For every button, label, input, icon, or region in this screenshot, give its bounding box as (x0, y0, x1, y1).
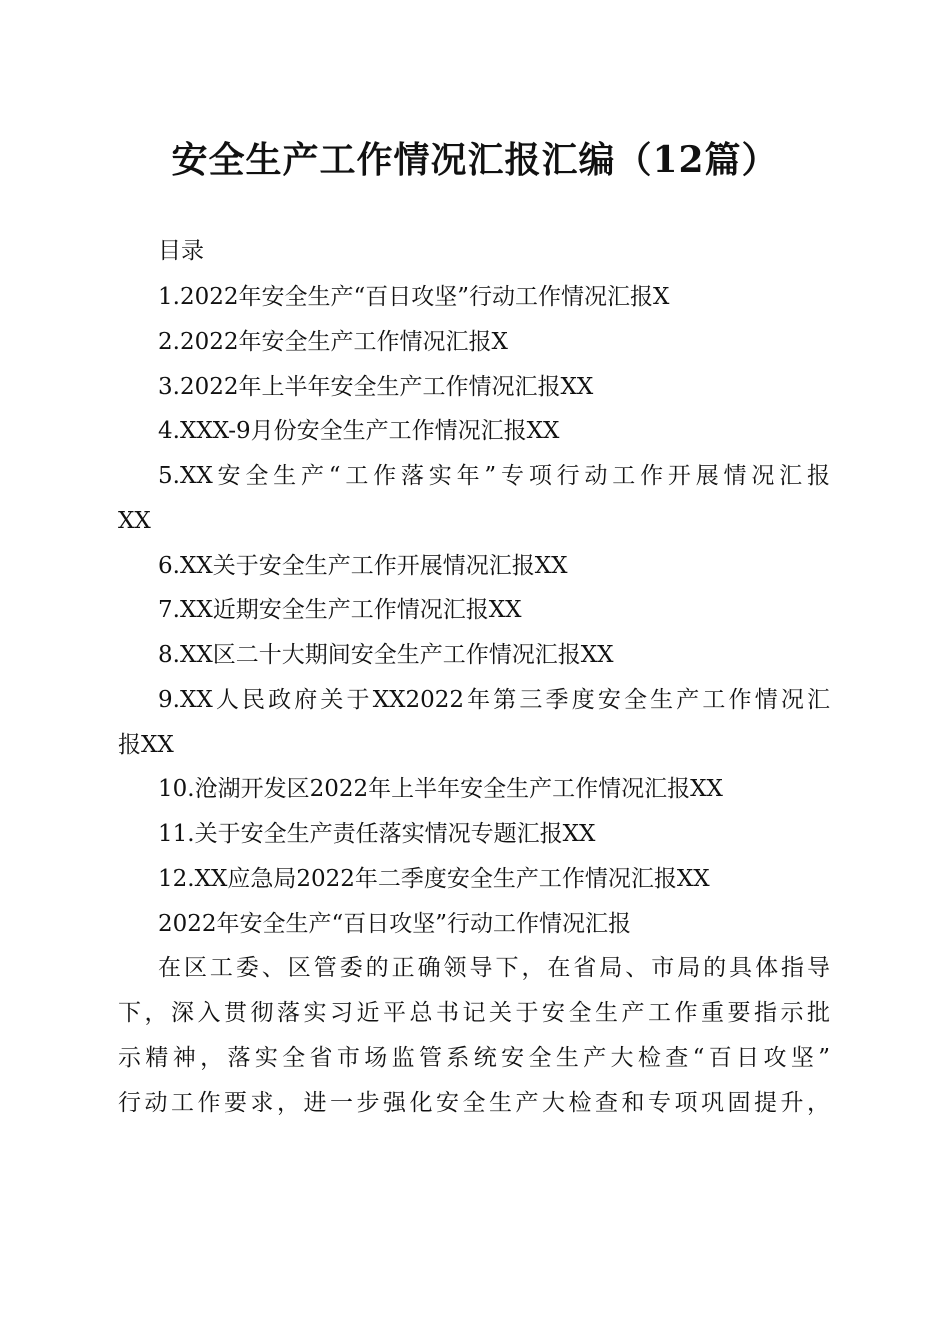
body-line: 在区工委、区管委的正确领导下，在省局、市局的具体指导 (158, 955, 830, 981)
toc-item: 1.2022年安全生产“百日攻坚”行动工作情况汇报X (158, 284, 670, 310)
body-line: 示精神，落实全省市场监管系统安全生产大检查“百日攻坚” (118, 1045, 830, 1071)
toc-item: 6.XX关于安全生产工作开展情况汇报XX (158, 553, 568, 579)
toc-item: 2.2022年安全生产工作情况汇报X (158, 329, 508, 355)
toc-item: 12.XX应急局2022年二季度安全生产工作情况汇报XX (158, 866, 710, 892)
body-line: 行动工作要求，进一步强化安全生产大检查和专项巩固提升， (118, 1090, 830, 1116)
toc-item: 10.沧湖开发区2022年上半年安全生产工作情况汇报XX (158, 776, 723, 802)
toc-item: 4.XXX-9月份安全生产工作情况汇报XX (158, 418, 560, 444)
toc-item-continuation: 报XX (118, 732, 174, 758)
document-title: 安全生产工作情况汇报汇编（12篇） (171, 139, 779, 181)
toc-item: 5.XX安全生产“工作落实年”专项行动工作开展情况汇报 (158, 463, 830, 489)
section-heading: 2022年安全生产“百日攻坚”行动工作情况汇报 (158, 911, 632, 937)
toc-item: 7.XX近期安全生产工作情况汇报XX (158, 597, 522, 623)
body-line: 下，深入贯彻落实习近平总书记关于安全生产工作重要指示批 (118, 1000, 830, 1026)
toc-item: 3.2022年上半年安全生产工作情况汇报XX (158, 374, 594, 400)
toc-heading: 目录 (158, 238, 204, 264)
toc-item: 11.关于安全生产责任落实情况专题汇报XX (158, 821, 596, 847)
toc-item-continuation: XX (118, 508, 151, 534)
toc-item: 8.XX区二十大期间安全生产工作情况汇报XX (158, 642, 614, 668)
toc-item: 9.XX人民政府关于XX2022年第三季度安全生产工作情况汇 (158, 687, 830, 713)
